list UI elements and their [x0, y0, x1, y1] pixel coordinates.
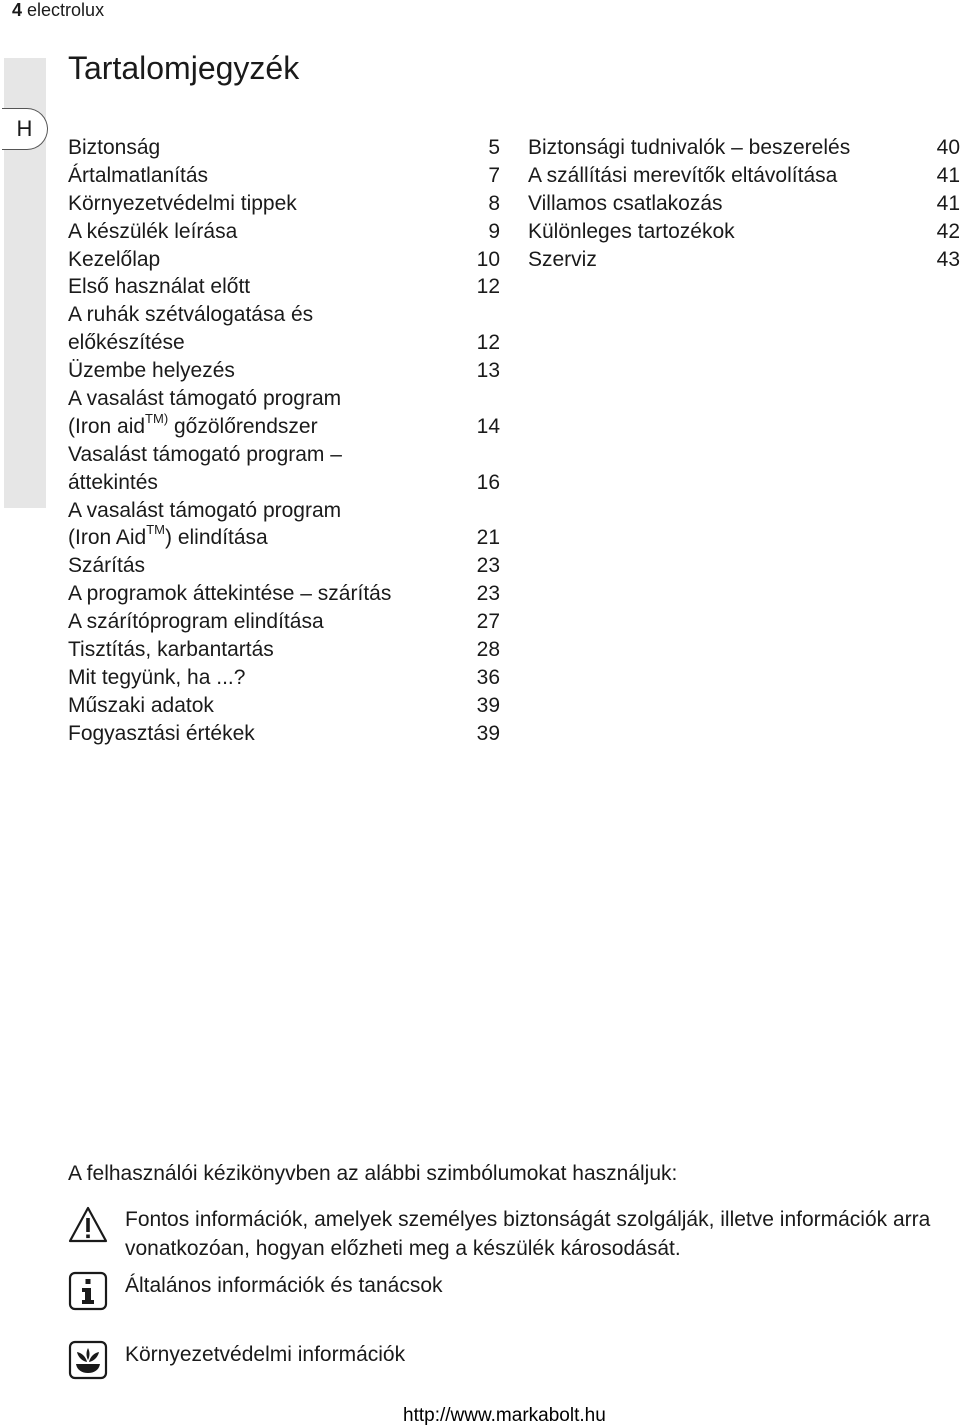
toc-entry-text-cont: gőzölőrendszer — [168, 414, 318, 438]
toc-entry-text: Tisztítás, karbantartás — [68, 638, 274, 662]
toc-entry-page: 16 — [476, 470, 500, 494]
toc-entry-text: Kezelőlap — [68, 247, 161, 271]
toc-entry-page: 7 — [488, 163, 500, 187]
toc-entry-page: 12 — [476, 331, 500, 355]
toc-entry-label — [68, 469, 470, 497]
toc-entry-page: 39 — [476, 721, 500, 745]
toc-entry-text: Szerviz — [528, 247, 597, 271]
toc-entry-text: A ruhák szétválogatása és — [68, 303, 314, 327]
toc-entry — [528, 134, 960, 162]
toc-entry-label — [528, 162, 930, 190]
toc-entry — [528, 246, 960, 274]
toc-entry-label — [68, 134, 470, 162]
toc-entry-label — [68, 497, 500, 525]
toc-entry — [68, 385, 500, 413]
toc-entry-text: előkészítése — [68, 331, 185, 355]
toc-entry — [68, 134, 500, 162]
toc-entry — [68, 162, 500, 190]
toc-entry — [68, 469, 500, 497]
toc-entry-text: Környezetvédelmi tippek — [68, 191, 297, 215]
toc-entry-label — [68, 301, 500, 329]
toc-entry-text: Vasalást támogató program – — [68, 442, 342, 466]
toc-entry-page: 41 — [936, 191, 960, 215]
info-icon — [68, 1271, 108, 1311]
toc-entry-label — [528, 218, 930, 246]
toc-entry-text: Üzembe helyezés — [68, 359, 235, 383]
toc-entry-page: 13 — [476, 359, 500, 383]
toc-entry-text: Biztonsági tudnivalók – beszerelés — [528, 135, 851, 159]
page-title: Tartalomjegyzék — [68, 50, 300, 86]
toc-entry-text: A programok áttekintése – szárítás — [68, 582, 392, 606]
toc-entry-label — [528, 246, 930, 274]
toc-entry — [68, 218, 500, 246]
legend-warning-text: Fontos információk, amelyek személyes biztonságát szolgálják, illetve információk arra vonatkozóan, hogyan előzheti meg a készülék károsodását. — [125, 1208, 931, 1260]
toc-entry-text: Ártalmatlanítás — [68, 163, 209, 187]
toc-entry-label — [68, 552, 470, 580]
toc-entry-text: Villamos csatlakozás — [528, 191, 723, 215]
toc-entry-page: 23 — [476, 582, 500, 606]
toc-entry-text: (Iron Aid — [68, 526, 147, 550]
toc-entry-page: 41 — [936, 163, 960, 187]
toc-entry-label — [68, 162, 470, 190]
toc-entry-label — [68, 273, 470, 301]
toc-entry-label — [68, 692, 470, 720]
toc-entry-label — [68, 636, 470, 664]
toc-entry — [68, 720, 500, 748]
toc-entry-label — [68, 218, 470, 246]
toc-entry — [68, 664, 500, 692]
toc-entry-label — [68, 664, 470, 692]
warning-icon — [68, 1205, 108, 1245]
toc-entry-page: 8 — [488, 191, 500, 215]
toc-entry — [68, 580, 500, 608]
brand-name: electrolux — [27, 0, 105, 20]
legend-info — [68, 1271, 955, 1311]
legend-environment-text: Környezetvédelmi információk — [125, 1343, 406, 1366]
toc-entry — [68, 301, 500, 329]
environment-icon — [68, 1340, 108, 1380]
legend-intro: A felhasználói kézikönyvben az alábbi szimbólumokat használjuk: — [68, 1162, 678, 1185]
toc-entry-label — [68, 580, 470, 608]
toc-entry-label — [68, 190, 470, 218]
toc-left-column — [68, 134, 500, 748]
toc-entry-label — [68, 329, 470, 357]
toc-entry-page: 21 — [476, 526, 500, 550]
toc-entry-page: 27 — [476, 610, 500, 634]
page-number: 4 — [12, 0, 23, 20]
toc-entry — [68, 636, 500, 664]
legend-environment — [68, 1340, 955, 1380]
toc-entry-page: 14 — [476, 414, 500, 438]
toc-entry — [68, 410, 500, 441]
toc-entry-text: Első használat előtt — [68, 275, 251, 299]
toc-entry — [68, 692, 500, 720]
toc-entry-page: 39 — [476, 693, 500, 717]
legend-info-text: Általános információk és tanácsok — [125, 1274, 443, 1297]
trademark-mark: TM — [146, 522, 165, 538]
toc-entry — [68, 329, 500, 357]
toc-entry — [68, 441, 500, 469]
toc-entry — [68, 273, 500, 301]
toc-entry-label — [68, 246, 470, 274]
toc-entry-label — [68, 357, 470, 385]
page-header — [12, 0, 104, 21]
toc-entry — [528, 162, 960, 190]
toc-entry-text: A vasalást támogató program — [68, 387, 342, 410]
footer-url[interactable]: http://www.markabolt.hu — [403, 1405, 606, 1426]
toc-entry-text: áttekintés — [68, 470, 158, 494]
toc-entry-text: A szállítási merevítők eltávolítása — [528, 163, 838, 187]
toc-entry-page: 9 — [488, 219, 500, 243]
toc-entry-text: Műszaki adatok — [68, 693, 214, 717]
toc-entry-page: 10 — [476, 247, 500, 271]
toc-entry-page: 28 — [476, 638, 500, 662]
toc-entry-text: A szárítóprogram elindítása — [68, 610, 324, 634]
toc-entry — [68, 246, 500, 274]
legend-warning — [68, 1205, 955, 1263]
toc-entry-page: 12 — [476, 275, 500, 299]
toc-entry — [68, 524, 500, 552]
toc-entry-text: Mit tegyünk, ha ...? — [68, 665, 246, 689]
toc-entry — [528, 218, 960, 246]
toc-entry-label — [68, 720, 470, 748]
toc-entry-page: 5 — [488, 135, 500, 159]
trademark-mark: TM) — [145, 410, 169, 426]
toc-entry-page: 42 — [936, 219, 960, 243]
toc-entry-page: 40 — [936, 135, 960, 159]
toc-entry — [68, 552, 500, 580]
toc-entry-label — [528, 190, 930, 218]
toc-entry-text: Biztonság — [68, 135, 161, 159]
toc-entry-page: 23 — [476, 554, 500, 578]
toc-entry — [68, 608, 500, 636]
toc-entry-label — [68, 441, 500, 469]
toc-entry-label — [68, 608, 470, 636]
toc-entry-label — [68, 524, 470, 552]
toc-entry-label — [68, 385, 500, 413]
toc-entry-page: 43 — [936, 247, 960, 271]
toc-entry — [68, 357, 500, 385]
toc-entry-text-cont: ) elindítása — [165, 526, 268, 550]
toc-entry — [528, 190, 960, 218]
toc-entry-text: A vasalást támogató program — [68, 498, 342, 522]
toc-entry — [68, 190, 500, 218]
toc-entry-text: Szárítás — [68, 554, 146, 578]
toc-entry-text: Fogyasztási értékek — [68, 721, 255, 745]
toc-right-column — [528, 134, 960, 273]
toc-entry-text: Különleges tartozékok — [528, 219, 735, 243]
toc-entry-label — [528, 134, 930, 162]
toc-entry-text: A készülék leírása — [68, 219, 238, 243]
toc-entry-label — [68, 410, 470, 441]
toc-entry — [68, 497, 500, 525]
language-tab: H — [2, 108, 48, 150]
toc-entry-page: 36 — [476, 665, 500, 689]
toc-entry-text: (Iron aid — [68, 414, 146, 438]
